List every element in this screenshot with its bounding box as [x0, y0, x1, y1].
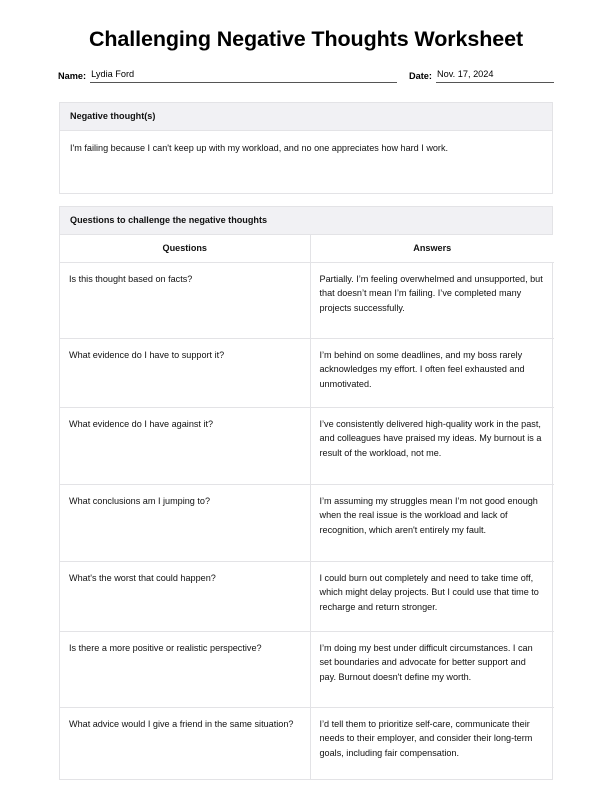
name-value[interactable]: Lydia Ford — [91, 68, 135, 79]
question-cell: Is this thought based on facts? — [60, 262, 310, 338]
question-cell: What conclusions am I jumping to? — [60, 484, 310, 561]
table-row — [60, 262, 554, 338]
table-row — [60, 338, 554, 407]
name-field-group — [58, 68, 397, 83]
questions-section — [59, 206, 553, 781]
table-row — [60, 484, 554, 561]
question-cell: What advice would I give a friend in the same situation? — [60, 707, 310, 779]
answer-cell[interactable]: I could burn out completely and need to take time off, which might delay projects. But I could use that time to recharge and return stronger. — [310, 561, 554, 631]
date-label: Date: — [409, 70, 432, 81]
date-blank-space — [497, 70, 554, 82]
questions-section-heading: Questions to challenge the negative thoughts — [60, 207, 552, 235]
date-field-group — [409, 68, 554, 83]
table-row — [60, 631, 554, 707]
question-cell: Is there a more positive or realistic perspective? — [60, 631, 310, 707]
date-value[interactable]: Nov. 17, 2024 — [436, 68, 494, 79]
answer-cell[interactable]: I’m doing my best under difficult circumstances. I can set boundaries and advocate for better support and pay. Burnout doesn't define my worth. — [310, 631, 554, 707]
name-blank-space — [137, 70, 397, 82]
table-body — [60, 262, 554, 779]
answer-cell[interactable]: I’m behind on some deadlines, and my boss rarely acknowledges my effort. I often feel exhausted and unmotivated. — [310, 338, 554, 407]
answer-cell[interactable]: I’ve consistently delivered high-quality work in the past, and colleagues have praised my ideas. My burnout is a result of the workload, not me. — [310, 407, 554, 484]
answer-cell[interactable]: Partially. I’m feeling overwhelmed and unsupported, but that doesn’t mean I’m failing. I’ve completed many projects successfully. — [310, 262, 554, 338]
questions-answers-table — [60, 235, 554, 780]
table-row — [60, 561, 554, 631]
negative-thought-text[interactable]: I'm failing because I can't keep up with my workload, and no one appreciates how hard I work. — [60, 131, 552, 193]
name-date-row — [58, 53, 554, 83]
question-cell: What's the worst that could happen? — [60, 561, 310, 631]
negative-thought-heading: Negative thought(s) — [60, 103, 552, 131]
answer-cell[interactable]: I’m assuming my struggles mean I’m not good enough when the real issue is the workload and lack of recognition, which aren't entirely my fault. — [310, 484, 554, 561]
page-title: Challenging Negative Thoughts Worksheet — [88, 27, 524, 51]
answer-cell[interactable]: I’d tell them to prioritize self-care, communicate their needs to their employer, and consider their long-term goals, including fair compensation. — [319, 718, 533, 758]
question-cell: What evidence do I have to support it? — [60, 338, 310, 407]
name-underline — [90, 68, 397, 83]
question-cell: What evidence do I have against it? — [60, 407, 310, 484]
table-header-row — [60, 235, 554, 263]
table-row — [60, 407, 554, 484]
column-header-answers: Answers — [310, 235, 554, 263]
column-header-questions: Questions — [60, 235, 310, 263]
date-underline — [436, 68, 554, 83]
table-row — [60, 707, 554, 779]
name-label: Name: — [58, 70, 87, 81]
negative-thought-section — [59, 102, 553, 194]
